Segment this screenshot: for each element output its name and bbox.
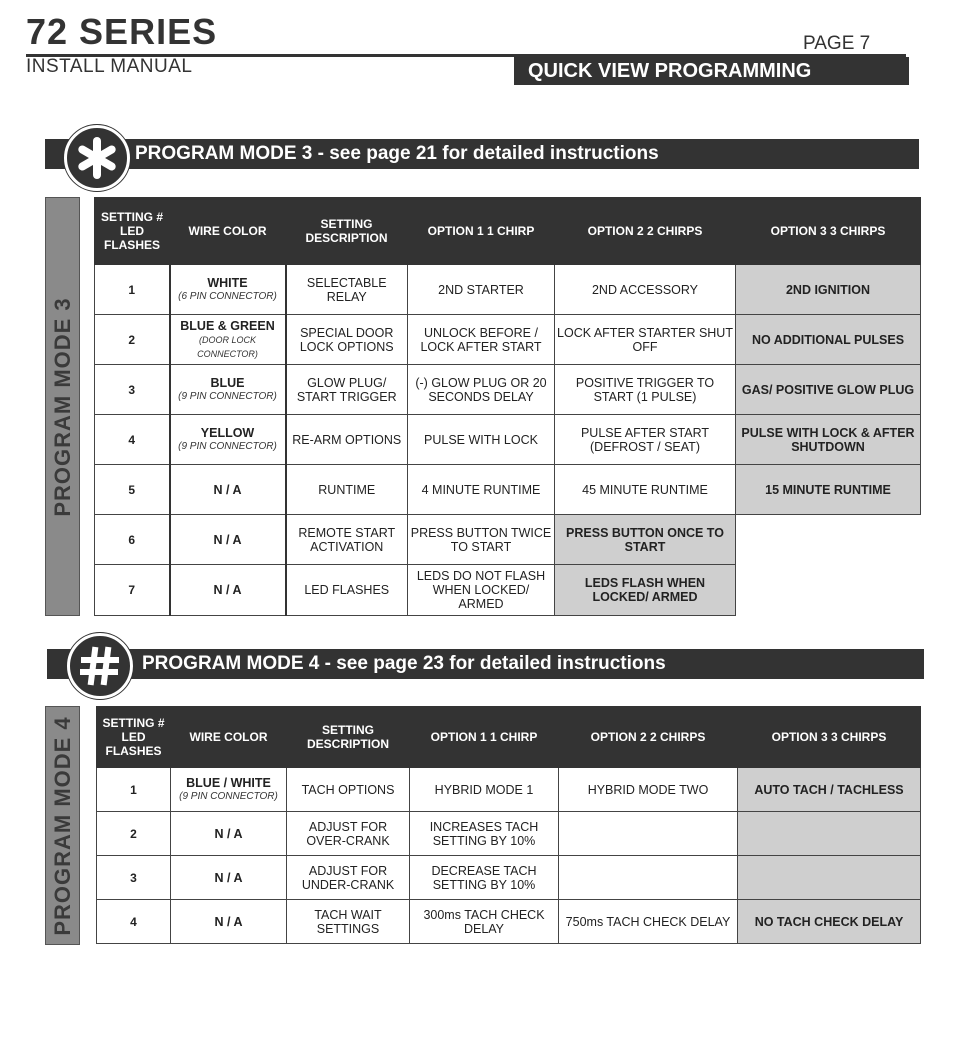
option-1: HYBRID MODE 1: [410, 768, 559, 812]
wire-color: BLUE (9 PIN CONNECTOR): [170, 365, 286, 415]
option-1: (-) GLOW PLUG OR 20 SECONDS DELAY: [408, 365, 555, 415]
option-2: POSITIVE TRIGGER TO START (1 PULSE): [555, 365, 736, 415]
setting-description: ADJUST FOR UNDER-CRANK: [287, 856, 410, 900]
setting-number: 1: [97, 768, 171, 812]
setting-description: REMOTE START ACTIVATION: [286, 515, 408, 565]
setting-number: 1: [95, 265, 170, 315]
table-row: [97, 856, 921, 900]
option-1: INCREASES TACH SETTING BY 10%: [410, 812, 559, 856]
mode4-banner: PROGRAM MODE 4 - see page 23 for detailed instructions: [47, 649, 924, 679]
option-1: 4 MINUTE RUNTIME: [408, 465, 555, 515]
option-1: UNLOCK BEFORE / LOCK AFTER START: [408, 315, 555, 365]
hash-icon: [67, 633, 133, 699]
option-2: PRESS BUTTON ONCE TO START: [555, 515, 736, 565]
option-1: PRESS BUTTON TWICE TO START: [408, 515, 555, 565]
mode3-side-label: PROGRAM MODE 3: [45, 197, 80, 616]
option-2: HYBRID MODE TWO: [559, 768, 738, 812]
column-header: OPTION 3 3 CHIRPS: [738, 707, 921, 768]
wire-color: N / A: [170, 515, 286, 565]
wire-color: N / A: [171, 812, 287, 856]
option-2: [559, 856, 738, 900]
column-header: OPTION 3 3 CHIRPS: [736, 198, 921, 265]
setting-description: TACH WAIT SETTINGS: [287, 900, 410, 944]
table-row: [95, 315, 921, 365]
option-3: [738, 856, 921, 900]
setting-description: GLOW PLUG/ START TRIGGER: [286, 365, 408, 415]
setting-number: 3: [97, 856, 171, 900]
empty-cell: [736, 565, 921, 616]
option-2: LOCK AFTER STARTER SHUT OFF: [555, 315, 736, 365]
table-row: [95, 465, 921, 515]
column-header: OPTION 1 1 CHIRP: [410, 707, 559, 768]
setting-description: ADJUST FOR OVER-CRANK: [287, 812, 410, 856]
asterisk-icon: [64, 125, 130, 191]
mode3-banner: PROGRAM MODE 3 - see page 21 for detailed instructions: [45, 139, 919, 169]
column-header: OPTION 2 2 CHIRPS: [555, 198, 736, 265]
option-2: 2ND ACCESSORY: [555, 265, 736, 315]
mode4-side-label: PROGRAM MODE 4: [45, 706, 80, 945]
setting-number: 2: [97, 812, 171, 856]
option-1: 300ms TACH CHECK DELAY: [410, 900, 559, 944]
option-3: [738, 812, 921, 856]
page-number: PAGE 7: [803, 33, 871, 54]
wire-color: YELLOW (9 PIN CONNECTOR): [170, 415, 286, 465]
column-header: SETTING # LED FLASHES: [95, 198, 170, 265]
table-row: [95, 515, 921, 565]
option-1: 2ND STARTER: [408, 265, 555, 315]
wire-color: BLUE & GREEN (DOOR LOCK CONNECTOR): [170, 315, 286, 365]
setting-number: 4: [95, 415, 170, 465]
setting-description: SELECTABLE RELAY: [286, 265, 408, 315]
setting-number: 4: [97, 900, 171, 944]
option-3: AUTO TACH / TACHLESS: [738, 768, 921, 812]
option-2: 750ms TACH CHECK DELAY: [559, 900, 738, 944]
table-row: [95, 265, 921, 315]
option-3: 15 MINUTE RUNTIME: [736, 465, 921, 515]
setting-number: 6: [95, 515, 170, 565]
setting-description: RE-ARM OPTIONS: [286, 415, 408, 465]
column-header: WIRE COLOR: [170, 198, 286, 265]
option-3: PULSE WITH LOCK & AFTER SHUTDOWN: [736, 415, 921, 465]
column-header: OPTION 2 2 CHIRPS: [559, 707, 738, 768]
mode4-table: [96, 706, 921, 944]
setting-description: SPECIAL DOOR LOCK OPTIONS: [286, 315, 408, 365]
wire-color: N / A: [170, 565, 286, 616]
install-manual-subtitle: INSTALL MANUAL: [26, 56, 193, 77]
setting-number: 3: [95, 365, 170, 415]
series-title: 72 SERIES: [26, 11, 218, 52]
table-row: [97, 768, 921, 812]
column-header: SETTING DESCRIPTION: [287, 707, 410, 768]
mode3-header-row: [95, 198, 921, 265]
empty-cell: [736, 515, 921, 565]
wire-color: BLUE / WHITE (9 PIN CONNECTOR): [171, 768, 287, 812]
table-row: [95, 565, 921, 616]
mode4-header-row: [97, 707, 921, 768]
column-header: OPTION 1 1 CHIRP: [408, 198, 555, 265]
option-2: 45 MINUTE RUNTIME: [555, 465, 736, 515]
option-1: LEDS DO NOT FLASH WHEN LOCKED/ ARMED: [408, 565, 555, 616]
option-3: 2ND IGNITION: [736, 265, 921, 315]
wire-color: N / A: [171, 856, 287, 900]
column-header: WIRE COLOR: [171, 707, 287, 768]
option-1: PULSE WITH LOCK: [408, 415, 555, 465]
mode3-table: [94, 197, 921, 616]
wire-color: N / A: [170, 465, 286, 515]
option-1: DECREASE TACH SETTING BY 10%: [410, 856, 559, 900]
option-3: GAS/ POSITIVE GLOW PLUG: [736, 365, 921, 415]
section-title: QUICK VIEW PROGRAMMING: [514, 57, 909, 85]
setting-number: 2: [95, 315, 170, 365]
column-header: SETTING # LED FLASHES: [97, 707, 171, 768]
option-2: [559, 812, 738, 856]
table-row: [95, 365, 921, 415]
setting-description: RUNTIME: [286, 465, 408, 515]
setting-description: TACH OPTIONS: [287, 768, 410, 812]
setting-number: 7: [95, 565, 170, 616]
table-row: [97, 812, 921, 856]
option-2: PULSE AFTER START (DEFROST / SEAT): [555, 415, 736, 465]
option-2: LEDS FLASH WHEN LOCKED/ ARMED: [555, 565, 736, 616]
option-3: NO ADDITIONAL PULSES: [736, 315, 921, 365]
setting-number: 5: [95, 465, 170, 515]
table-row: [97, 900, 921, 944]
column-header: SETTING DESCRIPTION: [286, 198, 408, 265]
option-3: NO TACH CHECK DELAY: [738, 900, 921, 944]
wire-color: N / A: [171, 900, 287, 944]
setting-description: LED FLASHES: [286, 565, 408, 616]
wire-color: WHITE (6 PIN CONNECTOR): [170, 265, 286, 315]
table-row: [95, 415, 921, 465]
